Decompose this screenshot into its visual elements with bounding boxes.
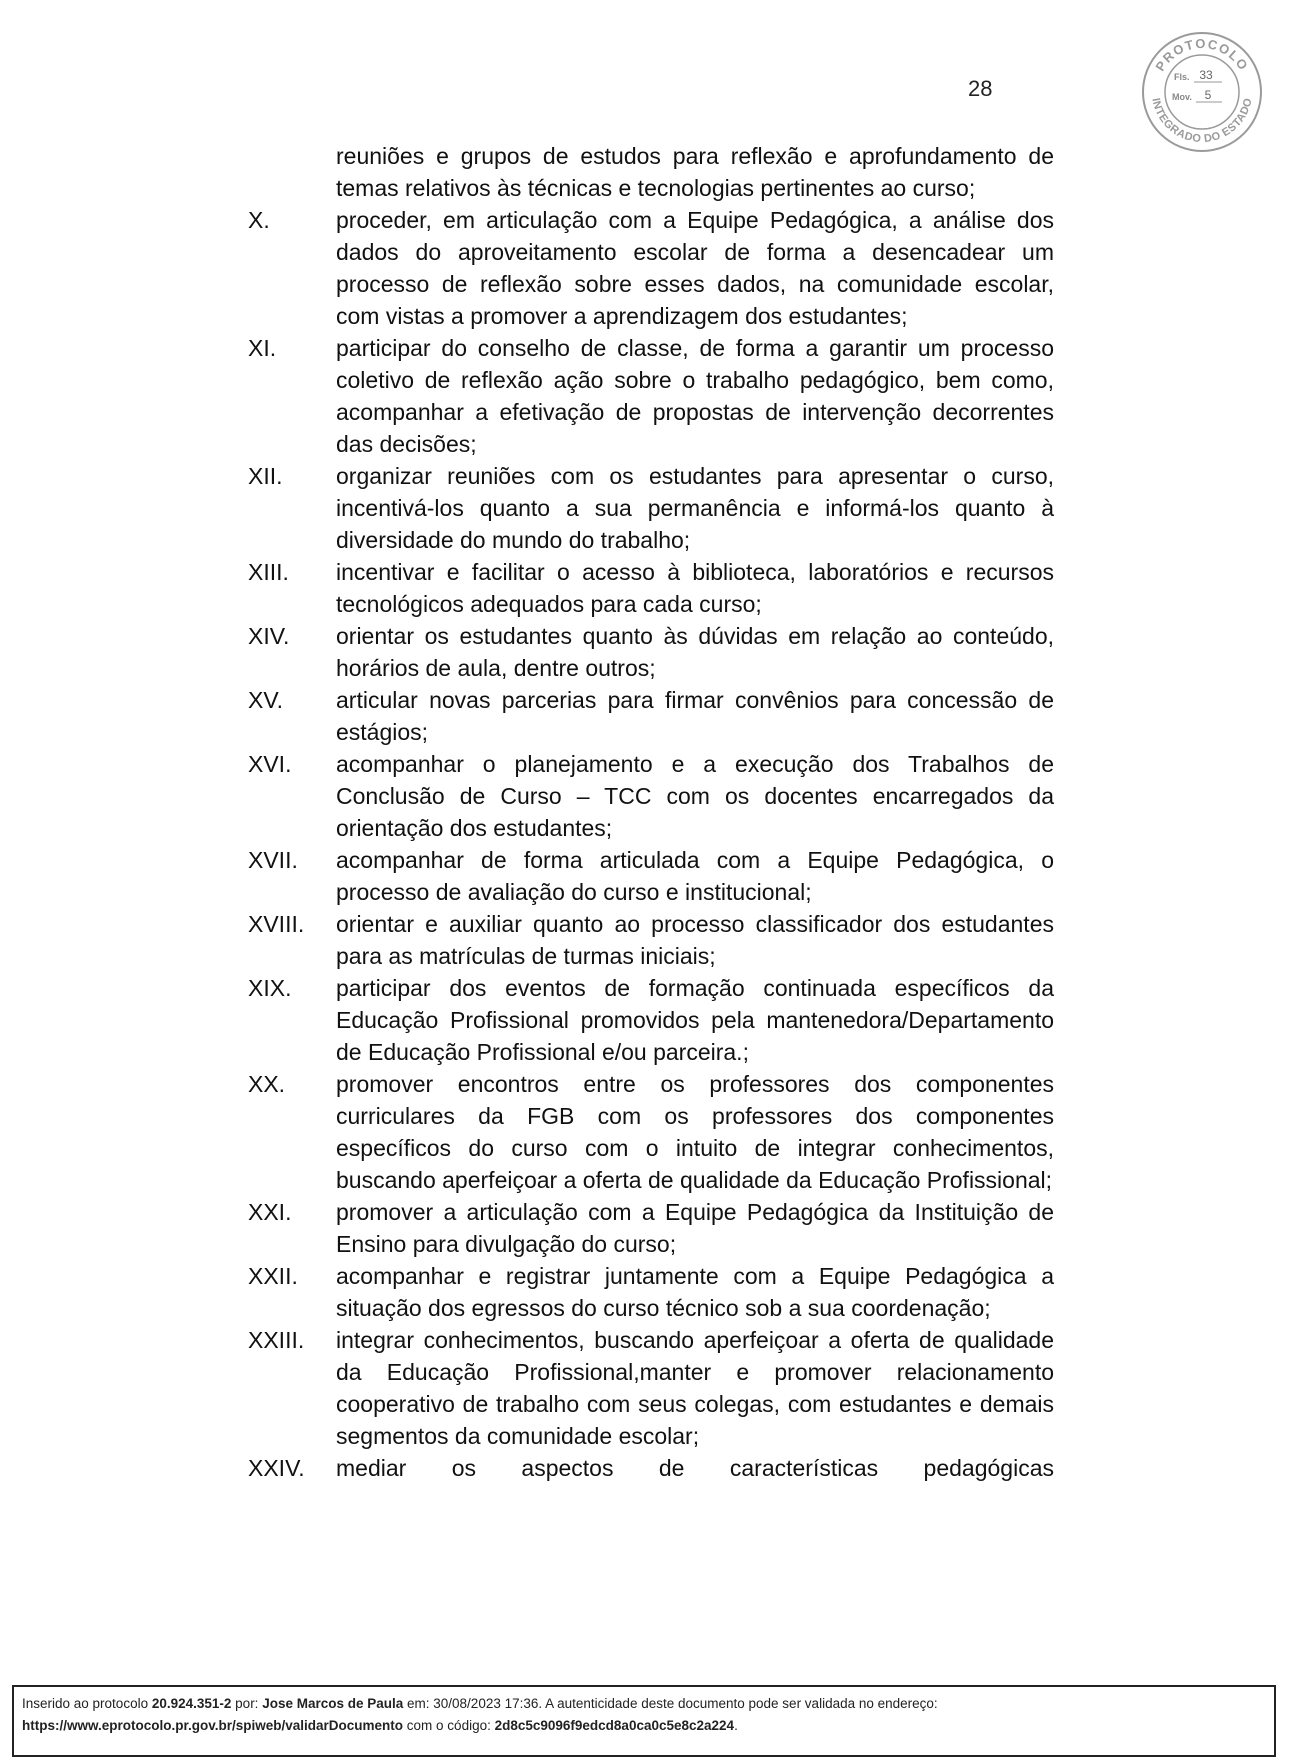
- item-text: participar do conselho de classe, de forma a garantir um processo coletivo de reflexão ação sobre o trabalho pedagógico, bem como, acompanhar a efetivação de propostas de intervenção decorrentes das decisões;: [336, 335, 1054, 457]
- item-numeral: X.: [248, 207, 270, 233]
- list-item: [248, 460, 1054, 556]
- list-item: [248, 620, 1054, 684]
- item-text: participar dos eventos de formação continuada específicos da Educação Profissional promovidos pela mantenedora/Departamento de Educação Profissional e/ou parceira.;: [336, 975, 1054, 1065]
- footer-code-label: com o código:: [403, 1718, 495, 1733]
- item-numeral: XXIII.: [248, 1327, 305, 1353]
- stamp-bottom-text: INTEGRADO DO ESTADO: [1149, 96, 1255, 146]
- list-item: [248, 204, 1054, 332]
- list-item: [248, 908, 1054, 972]
- item-text: promover encontros entre os professores dos componentes curriculares da FGB com os professores dos componentes específicos do curso com o intuito de integrar conhecimentos, buscando aperfeiçoar a oferta de qualidade da Educação Profissional;: [336, 1071, 1054, 1193]
- item-text: acompanhar e registrar juntamente com a Equipe Pedagógica a situação dos egressos do curso técnico sob a sua coordenação;: [336, 1263, 1054, 1321]
- item-numeral: XVII.: [248, 847, 298, 873]
- list-item: [248, 1196, 1054, 1260]
- stamp-top-text: PROTOCOLO: [1152, 35, 1252, 74]
- item-numeral: XXII.: [248, 1263, 298, 1289]
- item-text: incentivar e facilitar o acesso à biblioteca, laboratórios e recursos tecnológicos adequados para cada curso;: [336, 559, 1054, 617]
- stamp-mov-value: 5: [1204, 88, 1212, 102]
- item-numeral: XXIV.: [248, 1455, 305, 1481]
- duties-list: [248, 204, 1054, 1484]
- item-text: promover a articulação com a Equipe Pedagógica da Instituição de Ensino para divulgação do curso;: [336, 1199, 1054, 1257]
- item-text: acompanhar de forma articulada com a Equipe Pedagógica, o processo de avaliação do curso e institucional;: [336, 847, 1054, 905]
- item-numeral: XIV.: [248, 623, 290, 649]
- continuation-paragraph: reuniões e grupos de estudos para reflexão e aprofundamento de temas relativos às técnicas e tecnologias pertinentes ao curso;: [336, 143, 1054, 201]
- footer-protocol-number: 20.924.351-2: [151, 1696, 232, 1711]
- list-item: [248, 1324, 1054, 1452]
- item-text: mediar os aspectos de características pedagógicas: [336, 1455, 1054, 1481]
- list-item: [248, 1260, 1054, 1324]
- item-numeral: XV.: [248, 687, 283, 713]
- item-numeral: XIII.: [248, 559, 289, 585]
- stamp-fls-label: Fls.: [1174, 72, 1190, 82]
- item-numeral: XIX.: [248, 975, 292, 1001]
- item-numeral: XVI.: [248, 751, 292, 777]
- page-number: 28: [968, 76, 993, 101]
- list-item: [248, 844, 1054, 908]
- authenticity-footer: [12, 1685, 1276, 1757]
- footer-prefix: Inserido ao protocolo: [22, 1696, 152, 1711]
- item-text: acompanhar o planejamento e a execução dos Trabalhos de Conclusão de Curso – TCC com os docentes encarregados da orientação dos estudantes;: [336, 751, 1054, 841]
- footer-validation-code: 2d8c5c9096f9edcd8a0ca0c5e8c2a224: [494, 1718, 735, 1733]
- item-numeral: XX.: [248, 1071, 286, 1097]
- footer-author: Jose Marcos de Paula: [262, 1696, 404, 1711]
- list-item: [248, 556, 1054, 620]
- item-text: integrar conhecimentos, buscando aperfeiçoar a oferta de qualidade da Educação Profissional,manter e promover relacionamento cooperativo de trabalho com seus colegas, com estudantes e demais segmentos da comunidade escolar;: [336, 1327, 1054, 1449]
- stamp-fls-value: 33: [1199, 68, 1213, 82]
- item-numeral: XI.: [248, 335, 277, 361]
- list-item: [248, 332, 1054, 460]
- item-numeral: XVIII.: [248, 911, 305, 937]
- item-text: orientar e auxiliar quanto ao processo classificador dos estudantes para as matrículas de turmas iniciais;: [336, 911, 1054, 969]
- list-item: [248, 684, 1054, 748]
- list-item: [248, 1452, 1054, 1484]
- item-text: articular novas parcerias para firmar convênios para concessão de estágios;: [336, 687, 1054, 745]
- protocol-stamp: [1140, 30, 1264, 154]
- footer-date-text: em: 30/08/2023 17:36. A autenticidade deste documento pode ser validada no endereço:: [403, 1696, 938, 1711]
- item-text: proceder, em articulação com a Equipe Pedagógica, a análise dos dados do aproveitamento escolar de forma a desencadear um processo de reflexão sobre esses dados, na comunidade escolar, com vistas a promover a aprendizagem dos estudantes;: [336, 207, 1054, 329]
- stamp-mov-label: Mov.: [1172, 92, 1192, 102]
- item-numeral: XII.: [248, 463, 283, 489]
- item-numeral: XXI.: [248, 1199, 292, 1225]
- list-item: [248, 748, 1054, 844]
- item-text: orientar os estudantes quanto às dúvidas em relação ao conteúdo, horários de aula, dentre outros;: [336, 623, 1054, 681]
- list-item: [248, 1068, 1054, 1196]
- list-item: [248, 972, 1054, 1068]
- footer-by-label: por:: [231, 1696, 263, 1711]
- item-text: organizar reuniões com os estudantes para apresentar o curso, incentivá-los quanto a sua permanência e informá-los quanto à diversidade do mundo do trabalho;: [336, 463, 1054, 553]
- footer-end: .: [734, 1718, 738, 1733]
- footer-validation-url[interactable]: https://www.eprotocolo.pr.gov.br/spiweb/validarDocumento: [22, 1718, 404, 1733]
